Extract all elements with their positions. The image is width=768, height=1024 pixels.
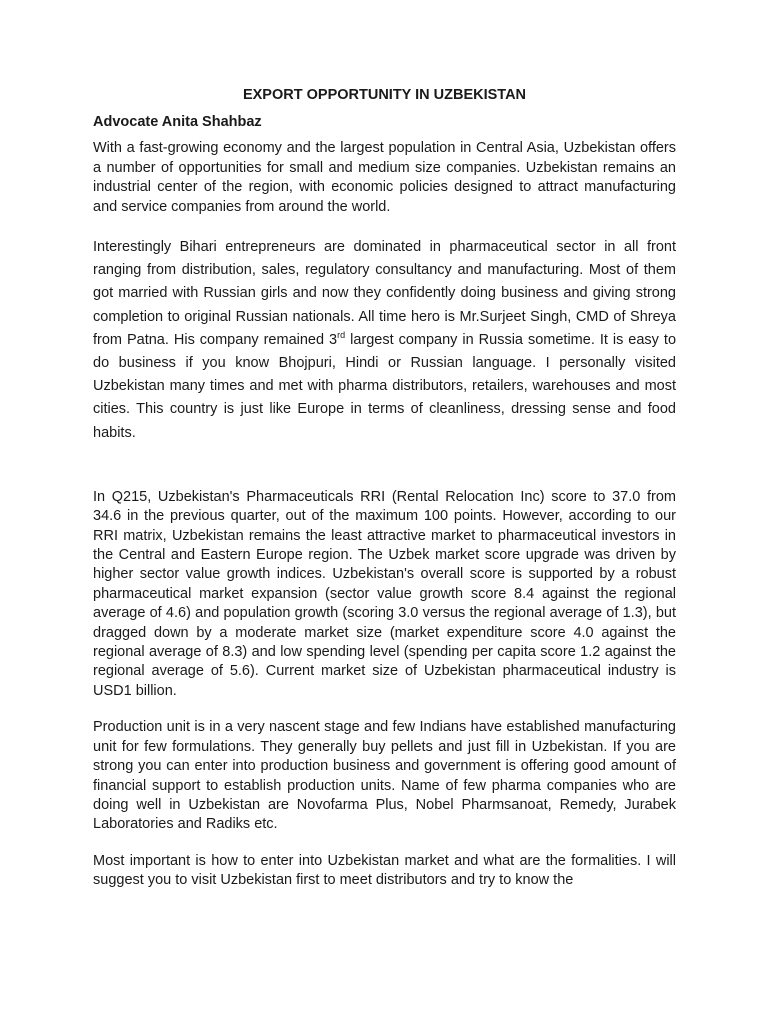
document-title: EXPORT OPPORTUNITY IN UZBEKISTAN xyxy=(242,87,527,103)
paragraph-rri-score: In Q215, Uzbekistan's Pharmaceuticals RRI (Rental Relocation Inc) score to 37.0 from 34.6 in the previous quarter, out of the maximum 100 points. However, according to our RRI matrix, Uzbekistan remains the least attractive market to pharmaceutical investors in the Central and Eastern Europe region. The Uzbek market score upgrade was driven by higher sector value growth indices. Uzbekistan's overall score is supported by a robust pharmaceutical market expansion (sector value growth score 8.4 against the regional average of 4.6) and population growth (scoring 3.0 versus the regional average of 1.3), but dragged down by a moderate market size (market expenditure score 4.0 against the regional average of 8.3) and low spending level (spending per capita score 1.2 against the regional average of 5.6). Current market size of Uzbekistan pharmaceutical industry is USD1 billion. xyxy=(93,488,676,699)
document-body xyxy=(93,84,676,891)
document-author: Advocate Anita Shahbaz xyxy=(93,114,262,130)
paragraph-bihari-entrepreneurs xyxy=(93,236,676,445)
paragraph-text-part: Interestingly Bihari entrepreneurs are dominated in pharmaceutical sector in all front ranging from distribution, sales, regulatory consultancy and manufacturing. Most of them got married with Russian girls and now they confidently doing business and giving strong completion to original Russian nationals. All time hero is Mr.Surjeet Singh, CMD of Shreya from Patna. His company remained 3 xyxy=(93,239,676,348)
paragraph-market-entry: Most important is how to enter into Uzbekistan market and what are the formalities. I will suggest you to visit Uzbekistan first to meet distributors and try to know the xyxy=(93,852,676,889)
paragraph-text-part: largest company in Russia sometime. It is easy to do business if you know Bhojpuri, Hindi or Russian language. I personally visited Uzbekistan many times and met with pharma distributors, retailers, warehouses and most cities. This country is just like Europe in terms of cleanliness, dressing sense and food habits. xyxy=(93,331,677,441)
paragraph-intro: With a fast-growing economy and the largest population in Central Asia, Uzbekistan offers a number of opportunities for small and medium size companies. Uzbekistan remains an industrial center of the region, with economic policies designed to attract manufacturing and service companies from around the world. xyxy=(93,140,676,215)
paragraph-spacer xyxy=(93,445,676,488)
ordinal-superscript: rd xyxy=(337,329,346,340)
paragraph-production-unit: Production unit is in a very nascent stage and few Indians have established manufacturing unit for few formulations. They generally buy pellets and just fill in Uzbekistan. If you are strong you can enter into production business and government is offering good amount of financial support to establish production units. Name of few pharma companies who are doing well in Uzbekistan are Novofarma Plus, Nobel Pharmsanoat, Remedy, Jurabek Laboratories and Radiks etc. xyxy=(93,719,676,833)
